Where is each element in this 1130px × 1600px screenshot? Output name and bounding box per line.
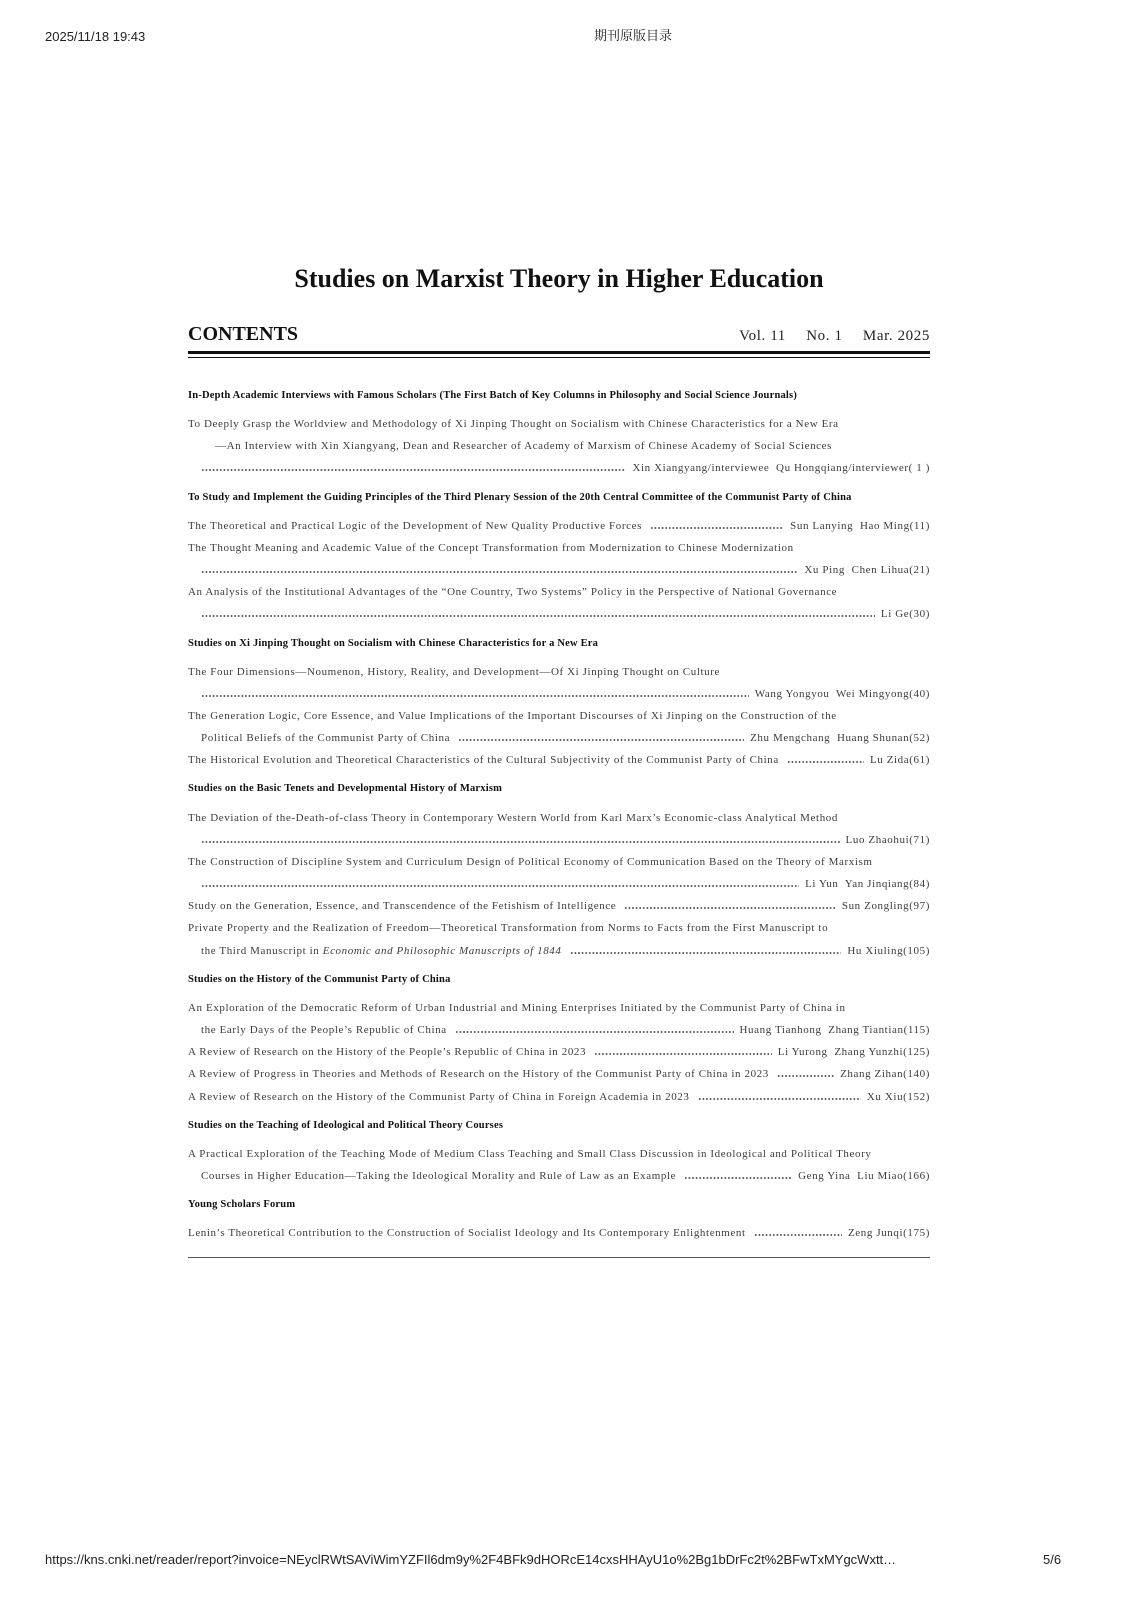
entry-line <box>188 515 930 537</box>
dot-leader <box>624 895 836 917</box>
entry-credit-line <box>188 829 930 851</box>
entry-line <box>188 661 930 683</box>
dot-leader <box>201 457 626 479</box>
entry-authors: Hu Xiuling <box>847 944 904 957</box>
entry-page-number: (125) <box>903 1046 930 1059</box>
dot-leader <box>787 749 864 771</box>
entry-authors: Xu Xiu <box>866 1090 904 1103</box>
entry-line <box>188 895 930 917</box>
entry-title-text: An Exploration of the Democratic Reform of Urban Industrial and Mining Enterprises Initiated by the Communist Party of China in <box>188 1001 846 1014</box>
entry-title-text: An Analysis of the Institutional Advantages of the “One Country, Two Systems” Policy in the Perspective of National Governance <box>188 586 838 599</box>
print-footer-url: https://kns.cnki.net/reader/report?invoice=NEyclRWtSAViWimYZFIl6dm9y%2F4BFk9dHORcE14cxsHHAyU1o%2Bg1bDrFc2t%2BFwTxMYgcWxtt… <box>45 1552 897 1567</box>
section-heading: To Study and Implement the Guiding Principles of the Third Plenary Session of the 20th Central Committee of the Communist Party of China <box>188 491 852 503</box>
entry-line <box>188 435 930 457</box>
entry-authors: Lu Zida <box>869 754 910 767</box>
entry-title-text: —An Interview with Xin Xiangyang, Dean and Researcher of Academy of Marxism of Chinese Academy of Social Sciences <box>215 440 833 453</box>
entry-title-text: A Practical Exploration of the Teaching Mode of Medium Class Teaching and Small Class Discussion in Ideological and Political Theory <box>188 1147 872 1160</box>
toc-entry <box>188 537 930 581</box>
entry-credit <box>881 603 930 625</box>
toc-entry <box>188 1143 930 1187</box>
entry-page-number: (105) <box>903 944 930 957</box>
issue-number: No. 1 <box>806 328 843 344</box>
entry-authors: Wang Yongyou Wei Mingyong <box>754 687 910 700</box>
entry-title-text: Private Property and the Realization of Freedom—Theoretical Transformation from Norms to Facts from the First Manuscript to <box>188 922 829 935</box>
issue-volume: Vol. 11 <box>739 328 786 344</box>
section-heading: Studies on the Teaching of Ideological and Political Theory Courses <box>188 1119 504 1131</box>
entry-title-text: Study on the Generation, Essence, and Transcendence of the Fetishism of Intelligence <box>188 900 617 913</box>
toc-bottom-rule <box>188 1257 930 1258</box>
entry-title-text: The Deviation of the-Death-of-class Theory in Contemporary Western World from Karl Marx’s Economic-class Analytical Method <box>188 811 838 824</box>
entry-credit <box>805 873 930 895</box>
entry-credit-line <box>188 559 930 581</box>
entry-credit <box>790 515 930 537</box>
section-heading: Studies on the History of the Communist Party of China <box>188 973 451 985</box>
book-title: Economic and Philosophic Manuscripts of 1844 <box>322 944 562 957</box>
entry-credit <box>750 727 930 749</box>
entry-credit-line <box>188 603 930 625</box>
entry-page-number: (11) <box>909 519 930 532</box>
contents-bar <box>188 322 930 348</box>
entry-page-number: (52) <box>909 732 930 745</box>
section-heading: In-Depth Academic Interviews with Famous Scholars (The First Batch of Key Columns in Philosophy and Social Science Journals) <box>188 390 798 401</box>
entry-line <box>188 1086 930 1108</box>
dot-leader <box>777 1063 834 1085</box>
entry-credit-line <box>188 457 930 479</box>
toc-entry <box>188 749 930 771</box>
entry-line <box>188 413 930 435</box>
toc-section <box>188 969 930 1108</box>
entry-page-number: (61) <box>909 754 930 767</box>
dot-leader <box>201 603 875 625</box>
entry-authors: Li Yun Yan Jinqiang <box>805 878 910 891</box>
entry-line <box>188 537 930 559</box>
entry-credit <box>804 559 930 581</box>
section-heading: Studies on the Basic Tenets and Developmental History of Marxism <box>188 783 503 795</box>
entry-line <box>188 940 930 962</box>
entry-authors: Zhang Zihan <box>840 1068 904 1081</box>
entry-authors: Sun Zongling <box>841 900 910 913</box>
entry-title-text: The Generation Logic, Core Essence, and Value Implications of the Important Discourses of Xi Jinping on the Construction of the <box>188 709 837 722</box>
entry-authors: Geng Yina Liu Miao <box>798 1169 904 1182</box>
entry-page-number: (152) <box>903 1090 930 1103</box>
print-header-title: 期刊原版目录 <box>594 29 673 44</box>
toc-entry <box>188 705 930 749</box>
entry-page-number: (140) <box>903 1068 930 1081</box>
entry-page-number: (21) <box>909 564 930 577</box>
entry-title-text: Courses in Higher Education—Taking the Ideological Morality and Rule of Law as an Example <box>201 1169 677 1182</box>
entry-credit <box>842 895 930 917</box>
entry-title-text: A Review of Research on the History of the People’s Republic of China in 2023 <box>188 1046 587 1059</box>
toc-entry <box>188 806 930 850</box>
entry-title-text: A Review of Progress in Theories and Methods of Research on the History of the Communist Party of China in 2023 <box>188 1068 769 1081</box>
entry-line <box>188 581 930 603</box>
entry-title-text: The Four Dimensions—Noumenon, History, Reality, and Development—Of Xi Jinping Thought on Culture <box>188 665 720 678</box>
entry-line <box>188 1041 930 1063</box>
section-heading: Studies on Xi Jinping Thought on Socialism with Chinese Characteristics for a New Era <box>188 637 599 649</box>
entry-authors: Xin Xiangyang/interviewee Qu Hongqiang/interviewer <box>632 462 909 475</box>
entry-authors: Sun Lanying Hao Ming <box>790 519 910 532</box>
entry-line <box>188 1222 930 1244</box>
entry-credit <box>798 1165 930 1187</box>
entry-title-text: The Construction of Discipline System and Curriculum Design of Political Economy of Communication Based on the Theory of Marxism <box>188 855 873 868</box>
entry-credit <box>870 749 930 771</box>
entry-title-text: Lenin’s Theoretical Contribution to the Construction of Socialist Ideology and Its Contemporary Enlightenment <box>188 1227 746 1240</box>
dot-leader <box>455 1019 734 1041</box>
entry-authors: Xu Ping Chen Lihua <box>804 564 910 577</box>
entry-page-number: (84) <box>909 878 930 891</box>
toc-entry <box>188 1086 930 1108</box>
entry-credit <box>755 683 930 705</box>
entry-title-text <box>201 940 562 962</box>
dot-leader <box>698 1086 861 1108</box>
toc-list <box>188 378 930 1258</box>
toc-entry <box>188 1041 930 1063</box>
toc-section <box>188 633 930 772</box>
entry-line <box>188 1143 930 1165</box>
entry-title-text: To Deeply Grasp the Worldview and Methodology of Xi Jinping Thought on Socialism with Chinese Characteristics for a New Era <box>188 418 839 431</box>
entry-credit-line <box>188 873 930 895</box>
entry-line <box>188 1165 930 1187</box>
toc-entry <box>188 917 930 961</box>
entry-title-text: A Review of Research on the History of the Communist Party of China in Foreign Academia in 2023 <box>188 1090 690 1103</box>
toc-entry <box>188 997 930 1041</box>
entry-credit <box>632 457 930 479</box>
entry-page-number: ( 1 ) <box>908 462 930 475</box>
entry-line <box>188 806 930 828</box>
entry-credit <box>847 940 930 962</box>
entry-title-text: The Historical Evolution and Theoretical Characteristics of the Cultural Subjectivity of the Communist Party of China <box>188 754 779 767</box>
toc-entry <box>188 895 930 917</box>
dot-leader <box>201 873 799 895</box>
entry-page-number: (97) <box>909 900 930 913</box>
entry-line <box>188 705 930 727</box>
entry-credit <box>778 1041 930 1063</box>
entry-line <box>188 997 930 1019</box>
entry-line <box>188 851 930 873</box>
toc-section <box>188 385 930 480</box>
dot-leader <box>754 1222 842 1244</box>
entry-authors: Luo Zhaohui <box>845 833 910 846</box>
entry-authors: Zeng Junqi <box>847 1227 904 1240</box>
dot-leader <box>594 1041 772 1063</box>
entry-line <box>188 917 930 939</box>
entry-line <box>188 727 930 749</box>
dot-leader <box>684 1165 792 1187</box>
toc-entry <box>188 581 930 625</box>
entry-authors: Zhu Mengchang Huang Shunan <box>750 732 910 745</box>
print-header-datetime: 2025/11/18 19:43 <box>45 29 146 44</box>
toc-section <box>188 778 930 961</box>
dot-leader <box>458 727 744 749</box>
entry-title-text: The Theoretical and Practical Logic of the Development of New Quality Productive Forces <box>188 519 642 532</box>
dot-leader <box>201 559 798 581</box>
contents-rule-thick <box>188 351 930 354</box>
toc-section <box>188 1115 930 1187</box>
toc-entry <box>188 413 930 480</box>
entry-credit <box>848 1222 930 1244</box>
dot-leader <box>650 515 784 537</box>
entry-page-number: (175) <box>903 1227 930 1240</box>
dot-leader <box>570 940 842 962</box>
entry-title-text: Political Beliefs of the Communist Party of China <box>201 732 451 745</box>
entry-page-number: (40) <box>909 687 930 700</box>
dot-leader <box>201 829 840 851</box>
entry-credit <box>740 1019 931 1041</box>
journal-title: Studies on Marxist Theory in Higher Education <box>294 264 824 293</box>
entry-credit-line <box>188 683 930 705</box>
issue-info <box>739 324 930 348</box>
entry-authors: Huang Tianhong Zhang Tiantian <box>739 1024 904 1037</box>
contents-label: CONTENTS <box>188 323 299 345</box>
entry-page-number: (115) <box>903 1024 930 1037</box>
dot-leader <box>201 683 749 705</box>
entry-credit <box>867 1086 930 1108</box>
toc-section <box>188 1194 930 1244</box>
entry-title-text: the Early Days of the People’s Republic of China <box>201 1024 447 1037</box>
entry-line <box>188 749 930 771</box>
entry-credit <box>840 1063 930 1085</box>
entry-page-number: (30) <box>909 608 930 621</box>
entry-page-number: (166) <box>903 1169 930 1182</box>
toc-entry <box>188 1222 930 1244</box>
toc-entry <box>188 661 930 705</box>
contents-rule-thin <box>188 357 930 358</box>
issue-date: Mar. 2025 <box>862 328 930 344</box>
title-segment: the Third Manuscript in <box>201 944 323 957</box>
entry-line <box>188 1063 930 1085</box>
entry-page-number: (71) <box>909 833 930 846</box>
toc-section <box>188 487 930 626</box>
toc-entry <box>188 1063 930 1085</box>
entry-authors: Li Ge <box>880 608 910 621</box>
entry-credit <box>846 829 930 851</box>
toc-entry <box>188 851 930 895</box>
entry-line <box>188 1019 930 1041</box>
section-heading: Young Scholars Forum <box>188 1199 296 1211</box>
entry-title-text: The Thought Meaning and Academic Value of the Concept Transformation from Modernization to Chinese Modernization <box>188 541 794 554</box>
print-footer-page-indicator: 5/6 <box>1043 1552 1062 1567</box>
entry-authors: Li Yurong Zhang Yunzhi <box>777 1046 904 1059</box>
toc-entry <box>188 515 930 537</box>
